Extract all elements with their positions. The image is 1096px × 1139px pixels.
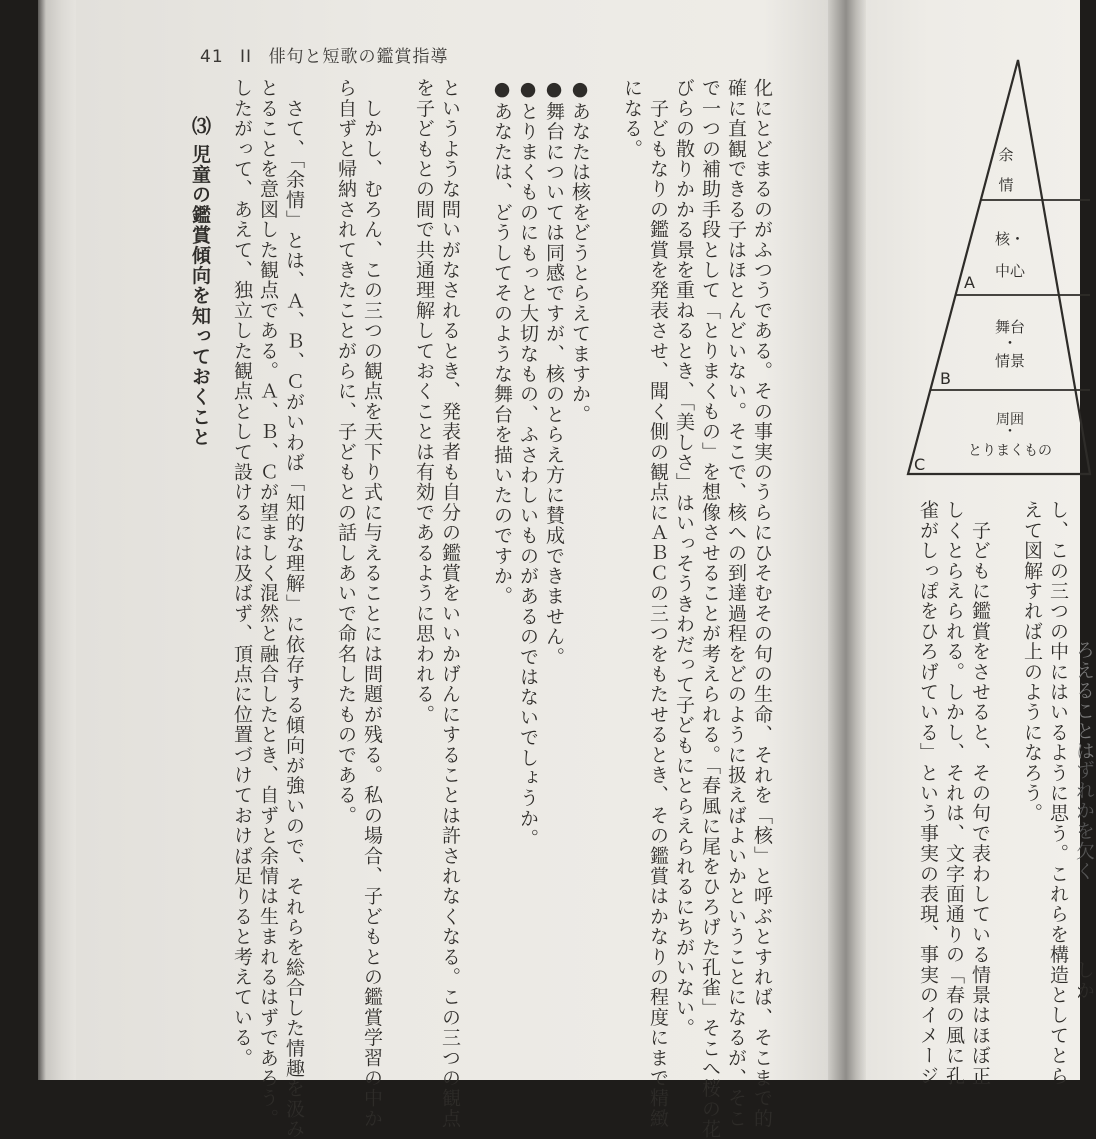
bullet-question: ●あなたは核をどうとらえてますか。 [569, 78, 591, 425]
level-letter: B [940, 369, 951, 388]
level-label: ・ [1003, 424, 1017, 440]
text-column-fragment: ずれかを欠く [1073, 760, 1095, 882]
level-label: 周囲 [996, 412, 1024, 428]
bullet-question: ●舞台については同感ですが、核のとらえ方に賛成できません。 [543, 78, 565, 667]
text-column: 確に直観できる子はほとんどいない。そこで、核への到達過程をどのように扱えばよいかということになるが、そこ [725, 78, 747, 1129]
bullet-question: ●あなたは、どうしてそのような舞台を描いたのですか。 [491, 78, 513, 607]
pyramid-level-c [914, 412, 1052, 474]
part-number: II [240, 47, 253, 67]
pyramid-level-b [940, 318, 1025, 388]
text-column: になる。 [621, 78, 643, 159]
page-number: 41 [200, 47, 224, 67]
running-header [200, 42, 448, 67]
text-column: しくとらえられる。しかし、それは、文字面通りの「春の風に孔 [943, 500, 965, 1086]
chapter-title: 俳句と短歌の鑑賞指導 [268, 47, 449, 67]
level-letter: C [914, 455, 926, 474]
text-column: えて図解すれば上のようになろう。 [1021, 500, 1043, 824]
section-title: 児童の鑑賞傾向を知っておくこと [189, 144, 211, 448]
text-column: したがって、あえて、独立した観点として設けるには及ばず、頂点に位置づけておけば足りると考えている。 [231, 78, 253, 1068]
text-column: 子どもなりの鑑賞を発表させ、聞く側の観点にＡＢＣの三つをもたせるとき、その鑑賞はかなりの程度にまで精緻 [647, 78, 669, 1129]
level-label: ・ [1002, 334, 1018, 352]
text-column: というような問いがなされるとき、発表者も自分の鑑賞をいいかげんにすることは許されなくなる。この三つの観点 [439, 78, 461, 1129]
text-column: さて、「余情」とは、Ａ、Ｂ、Ｃがいわば「知的な理解」に依存する傾向が強いので、それらを総合した情趣を汲み [283, 78, 305, 1139]
pyramid-level-a [964, 230, 1026, 292]
page-stack-edge [38, 0, 78, 1080]
text-column: 化にとどまるのがふつうである。その事実のうらにひそむその句の生命、それを「核」と呼ぶとすれば、そこまで的 [751, 78, 773, 1129]
bullet-question: ●とりまくものにもっと大切なもの、ふさわしいものがあるのではないでしょうか。 [517, 78, 539, 849]
text-column: 子どもに鑑賞をさせると、その句で表わしている情景はほぼ正 [969, 500, 991, 1086]
level-label: とりまくもの [968, 443, 1052, 459]
book-gutter [828, 0, 868, 1080]
text-column: し、この三つの中にはいるように思う。これらを構造としてとら [1047, 500, 1069, 1086]
pyramid-diagram [900, 50, 1080, 490]
level-letter: A [964, 273, 975, 292]
text-column: を子どもとの間で共通理解しておくことは有効であるように思われる。 [413, 78, 435, 725]
level-label: 舞台 [994, 318, 1026, 336]
level-label: 情 [998, 176, 1014, 194]
section-heading [188, 116, 212, 447]
level-label: 核・ [994, 230, 1026, 248]
text-column: ら自ずと帰納されてきたことがらに、子どもとの話しあいで命名したものである。 [335, 78, 357, 826]
text-column: 雀がしっぽをひろげている」という事実の表現、事実のイメージ [917, 500, 939, 1086]
text-column: しかし、むろん、この三つの観点を天下り式に与えることには問題が残る。私の場合、子どもとの鑑賞学習の中か [361, 78, 383, 1129]
text-column: で一つの補助手段として「とりまくもの」を想像させることが考えられる。「春風に尾をひろげた孔雀」そこへ桜の花 [699, 78, 721, 1139]
text-column-fragment: ろえることは [1073, 640, 1095, 762]
section-number: ⑶ [189, 116, 211, 137]
text-column-fragment: しか [1073, 960, 1095, 1001]
level-label: 情景 [994, 352, 1026, 370]
pyramid-level-yojo [998, 146, 1013, 194]
level-label: 余 [998, 146, 1014, 164]
level-label: 中心 [994, 262, 1026, 280]
text-column: とることを意図した観点である。Ａ、Ｂ、Ｃが望ましく混然と融合したとき、自ずと余情は生まれるはずであろう。 [257, 78, 279, 1129]
text-column: びらの散りかかる景を重ねるとき、「美しさ」はいっそうきわだって子どもにとらえられるにちがいない。 [673, 78, 695, 1039]
